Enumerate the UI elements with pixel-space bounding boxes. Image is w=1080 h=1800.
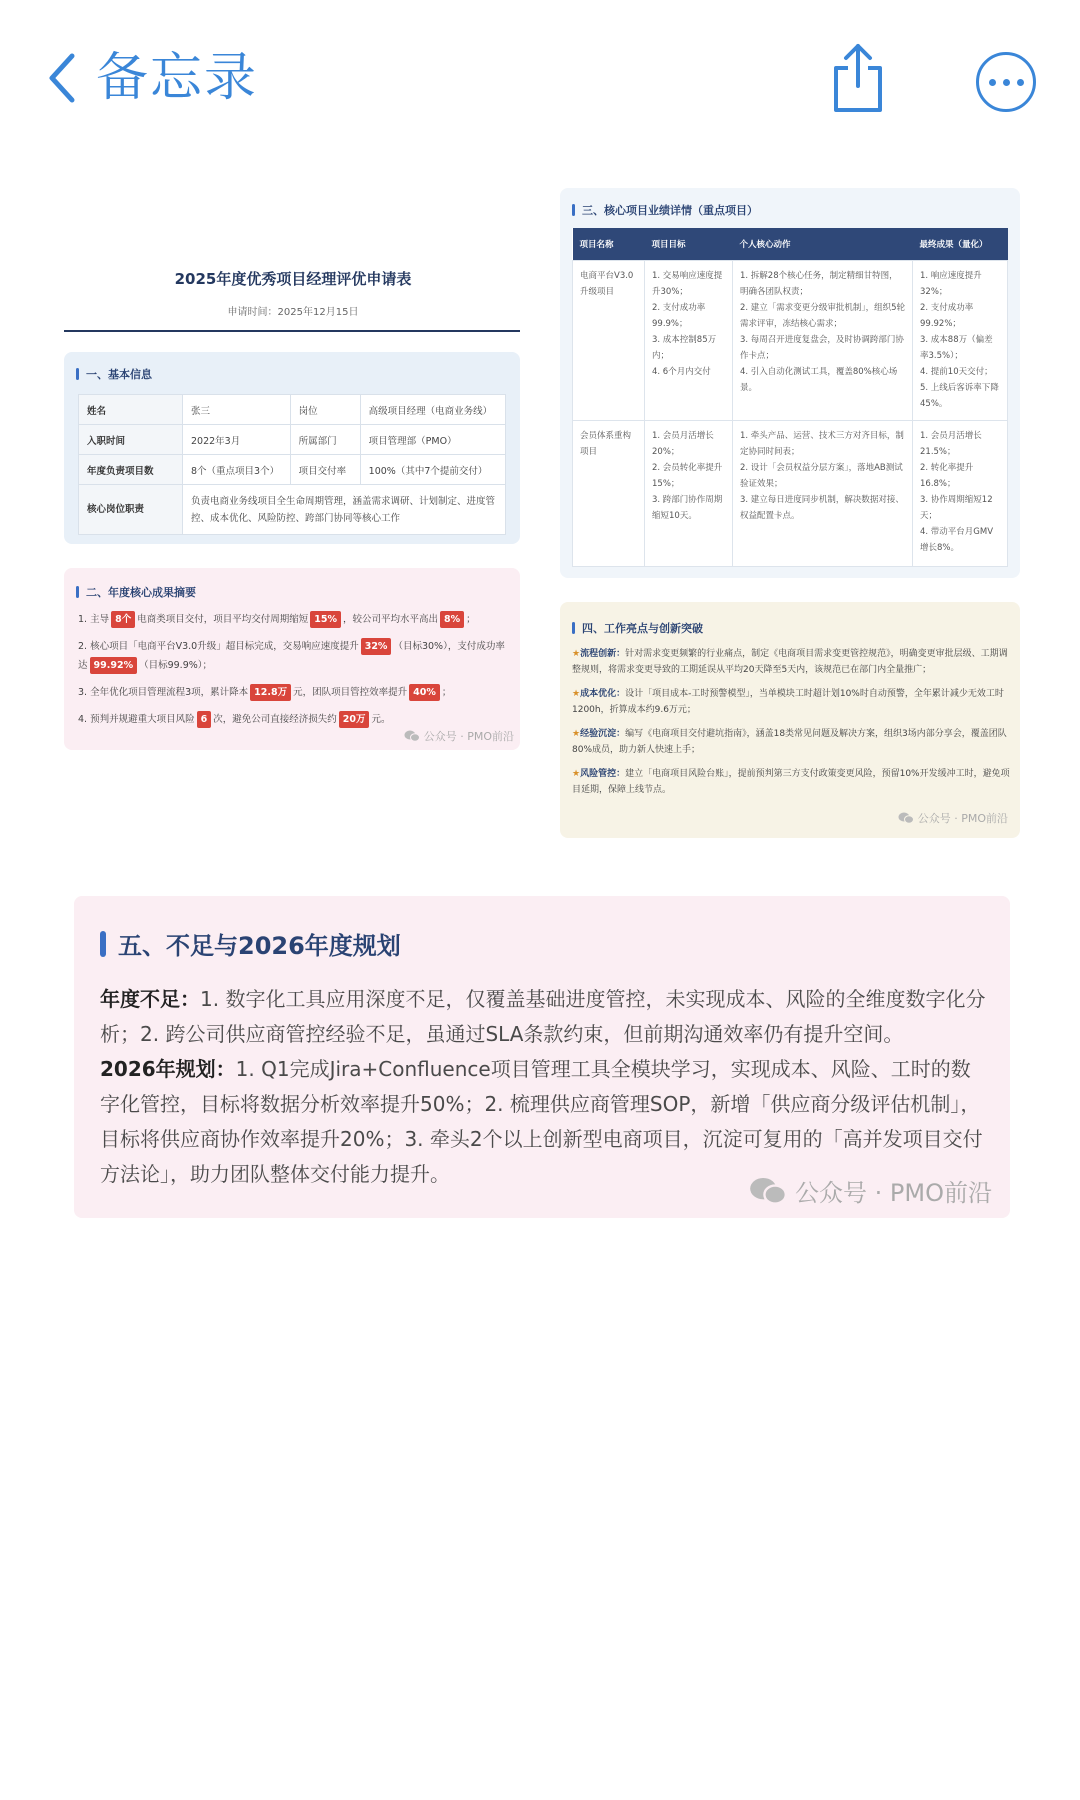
table-cell: 8个（重点项目3个） <box>183 455 291 485</box>
section-title: 三、核心项目业绩详情（重点项目） <box>572 202 758 218</box>
table-cell: 岗位 <box>290 395 360 425</box>
list-item: 2. 核心项目「电商平台V3.0升级」超目标完成，交易响应速度提升 32% （目标30%），支付成功率达 99.92% （目标99.9%）； <box>78 637 508 675</box>
table-cell: 核心岗位职责 <box>79 485 183 535</box>
star-icon: ★ <box>572 649 581 659</box>
column-header: 个人核心动作 <box>733 228 913 260</box>
table-cell: 项目交付率 <box>290 455 360 485</box>
table-row <box>79 455 506 485</box>
list-item: 3. 全年优化项目管理流程3项，累计降本 12.8万 元，团队项目管控效率提升 40% ； <box>78 683 508 702</box>
list-item: ★风险管控：建立「电商项目风险台账」，提前预判第三方支付政策变更风险，预留10%开发缓冲工时，避免项目延期，保障上线节点。 <box>572 769 1010 795</box>
list-item: 1. 主导 8个 电商类项目交付，项目平均交付周期缩短 15% ，较公司平均水平高出 8% ； <box>78 610 508 629</box>
star-icon: ★ <box>572 729 581 739</box>
core-projects-table <box>572 228 1008 567</box>
table-cell: 姓名 <box>79 395 183 425</box>
weak-text: 1. 数字化工具应用深度不足，仅覆盖基础进度管控，未实现成本、风险的全维度数字化分析；2. 跨公司供应商管控经验不足，虽通过SLA条款约束，但前期沟通效率仍有提升空间。 <box>100 987 986 1046</box>
wechat-icon <box>898 812 914 824</box>
table-cell: 高级项目经理（电商业务线） <box>360 395 505 425</box>
watermark: 公众号 · PMO前沿 <box>404 728 514 744</box>
list-item: ★成本优化：设计「项目成本-工时预警模型」，当单模块工时超计划10%时自动预警，全年累计减少无效工时1200h，折算成本约9.6万元； <box>572 689 1004 715</box>
table-cell: 项目管理部（PMO） <box>360 425 505 455</box>
summary-list <box>78 610 508 737</box>
column-header: 最终成果（量化） <box>913 228 1008 260</box>
section-title: 四、工作亮点与创新突破 <box>572 620 703 636</box>
table-cell: 入职时间 <box>79 425 183 455</box>
table-row <box>79 395 506 425</box>
table-cell: 1. 拆解28个核心任务，制定精细甘特图，明确各团队权责； 2. 建立「需求变更分级审批机制」，组织5轮需求评审，冻结核心需求； 3. 每周召开进度复盘会，及时协调跨部门协作卡点； 4. 引入自动化测试工具，覆盖80%核心场景。 <box>733 260 913 420</box>
table-cell: 张三 <box>183 395 291 425</box>
table-cell: 会员体系重构项目 <box>573 420 645 566</box>
summary-card <box>64 568 520 750</box>
highlights-list <box>572 646 1012 806</box>
star-icon: ★ <box>572 769 581 779</box>
table-cell: 负责电商业务线项目全生命周期管理，涵盖需求调研、计划制定、进度管控、成本优化、风险防控、跨部门协同等核心工作 <box>183 485 506 535</box>
more-options-button[interactable] <box>976 52 1036 112</box>
basic-info-table <box>78 394 506 535</box>
table-cell: 1. 会员月活增长20%； 2. 会员转化率提升15%； 3. 跨部门协作周期缩短10天。 <box>645 420 733 566</box>
table-cell: 所属部门 <box>290 425 360 455</box>
back-label: 备忘录 <box>96 48 259 108</box>
section-title: 五、不足与2026年度规划 <box>100 926 401 961</box>
plan-card <box>74 896 1010 1218</box>
doc-title: 2025年度优秀项目经理评优申请表 <box>174 270 412 288</box>
highlights-card <box>560 602 1020 838</box>
table-cell: 1. 交易响应速度提升30%； 2. 支付成功率99.9%； 3. 成本控制85万内； 4. 6个月内交付 <box>645 260 733 420</box>
title-divider <box>64 330 520 332</box>
table-row <box>573 260 1008 420</box>
watermark: 公众号 · PMO前沿 <box>749 1173 992 1208</box>
column-header: 项目名称 <box>573 228 645 260</box>
basic-info-card <box>64 352 520 544</box>
table-row <box>79 425 506 455</box>
table-row <box>573 420 1008 566</box>
table-cell: 1. 响应速度提升32%； 2. 支付成功率99.92%； 3. 成本88万（偏差率3.5%）； 4. 提前10天交付； 5. 上线后客诉率下降45%。 <box>913 260 1008 420</box>
watermark: 公众号 · PMO前沿 <box>898 810 1008 826</box>
core-projects-card <box>560 188 1020 578</box>
ellipsis-icon <box>989 79 996 86</box>
list-item: 4. 预判并规避重大项目风险 6 次，避免公司直接经济损失约 20万 元。 <box>78 710 508 729</box>
plan-label: 2026年规划： <box>100 1057 236 1081</box>
back-button[interactable] <box>44 48 258 108</box>
section-title: 二、年度核心成果摘要 <box>76 584 196 600</box>
wechat-icon <box>404 730 420 742</box>
table-cell: 1. 牵头产品、运营、技术三方对齐目标，制定协同时间表； 2. 设计「会员权益分层方案」，落地AB测试验证效果； 3. 建立每日进度同步机制，解决数据对接、权益配置卡点。 <box>733 420 913 566</box>
list-item: ★经验沉淀：编写《电商项目交付避坑指南》，涵盖18类常见问题及解决方案，组织3场内部分享会，覆盖团队80%成员，助力新人快速上手； <box>572 729 1007 755</box>
column-header: 项目目标 <box>645 228 733 260</box>
doc-date: 申请时间：2025年12月15日 <box>227 307 359 318</box>
share-icon[interactable] <box>826 40 890 116</box>
section-title: 一、基本信息 <box>76 366 152 382</box>
table-row <box>79 485 506 535</box>
table-cell: 2022年3月 <box>183 425 291 455</box>
table-header-row <box>573 228 1008 260</box>
plan-body <box>100 982 990 1192</box>
table-cell: 电商平台V3.0升级项目 <box>573 260 645 420</box>
weak-label: 年度不足： <box>100 987 200 1011</box>
chevron-left-icon <box>44 50 80 106</box>
wechat-icon <box>749 1176 787 1206</box>
table-cell: 年度负责项目数 <box>79 455 183 485</box>
star-icon: ★ <box>572 689 581 699</box>
plan-text: 1. Q1完成Jira+Confluence项目管理工具全模块学习，实现成本、风险、工时的数字化管控，目标将数据分析效率提升50%；2. 梳理供应商管理SOP，新增「供应商分级评估机制」，目标将供应商协作效率提升20%；3. 牵头2个以上创新型电商项目，沉淀可复用的「高并发项目交付方法论」，助力团队整体交付能力提升。 <box>100 1057 983 1186</box>
table-cell: 100%（其中7个提前交付） <box>360 455 505 485</box>
table-cell: 1. 会员月活增长21.5%； 2. 转化率提升16.8%； 3. 协作周期缩短12天； 4. 带动平台月GMV增长8%。 <box>913 420 1008 566</box>
list-item: ★流程创新：针对需求变更频繁的行业痛点，制定《电商项目需求变更管控规范》，明确变更审批层级、工期调整规则，将需求变更导致的工期延误从平均20天降至5天内，该规范已在部门内全量推广； <box>572 649 1008 675</box>
